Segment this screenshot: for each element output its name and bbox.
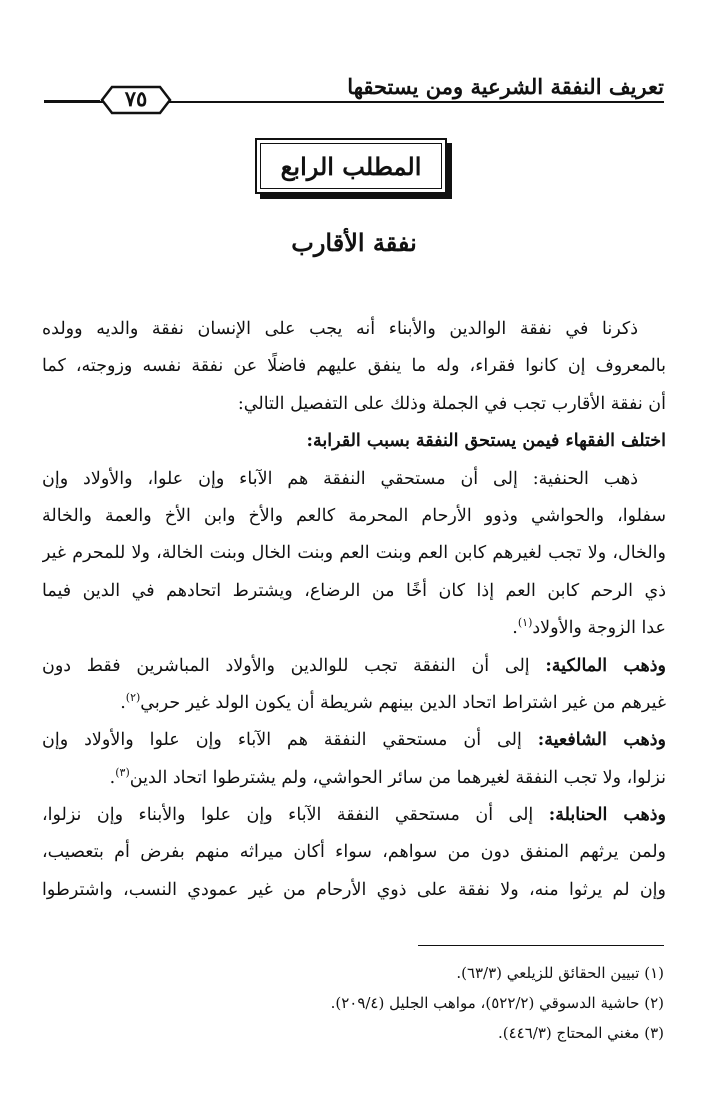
text-line — [42, 461, 666, 498]
page-number-badge — [100, 84, 172, 116]
text-line — [42, 423, 666, 460]
footnote-separator — [418, 945, 664, 946]
text-run: سفلوا، والحواشي وذوو الأرحام المحرمة كالعم والأخ وابن الأخ والعمة والخالة — [42, 505, 666, 526]
text-run: والخال، ولا تجب لغيرهم كابن العم وبنت العم وبنت الخال وبنت الخالة، ولا للمحرم غير — [42, 543, 666, 564]
text-run: غيرهم من غير اشتراط اتحاد الدين بينهم شريطة أن يكون الولد غير حربي — [140, 692, 666, 713]
text-line — [42, 648, 666, 685]
page-number: ٧٥ — [124, 86, 148, 111]
text-line — [42, 685, 666, 722]
body-text — [42, 311, 666, 909]
text-line — [42, 610, 666, 647]
bold-run: وذهب الحنابلة: — [548, 805, 666, 826]
text-run: إلى أن النفقة تجب للوالدين والأولاد المباشرين فقط دون — [42, 655, 546, 676]
text-run: ولمن يرثهم المنفق دون من سواهم، سواء أكان ميراثه منهم بفرض أم بتعصيب، — [42, 842, 666, 863]
text-run: ذي الرحم كابن العم إذا كان أخًا من الرضاع، ويشترط اتحادهم في الدين فيما — [42, 580, 666, 601]
running-header-title: تعريف النفقة الشرعية ومن يستحقها — [347, 74, 664, 99]
subheading: نفقة الأقارب — [291, 228, 417, 257]
footnote: (٣) مغني المحتاج (٤٤٦/٣). — [497, 1024, 664, 1042]
text-line — [42, 797, 666, 834]
footnote: (١) تبيين الحقائق للزيلعي (٦٣/٣). — [456, 964, 664, 982]
text-run: نزلوا، ولا تجب النفقة لغيرهما من سائر الحواشي، ولم يشترطوا اتحاد الدين — [129, 767, 666, 788]
text-run: ذهب الحنفية: إلى أن مستحقي النفقة هم الآباء وإن علوا، والأولاد وإن — [42, 468, 638, 489]
text-run: بالمعروف إن كانوا فقراء، وله ما ينفق عليهم فاضلًا عن نفقة نفسه وزوجته، كما — [42, 356, 666, 377]
text-line — [42, 386, 666, 423]
bold-run: اختلف الفقهاء فيمن يستحق النفقة بسبب القرابة: — [306, 431, 666, 452]
text-run: عدا الزوجة والأولاد — [532, 618, 666, 639]
text-run: أن نفقة الأقارب تجب في الجملة وذلك على التفصيل التالي: — [237, 393, 666, 414]
section-heading: المطلب الرابع — [280, 151, 422, 181]
bold-run: وذهب الشافعية: — [537, 730, 666, 751]
text-line — [42, 535, 666, 572]
text-run: إلى أن مستحقي النفقة هم الآباء وإن علوا والأولاد وإن — [42, 730, 538, 751]
text-line — [42, 498, 666, 535]
footnote-ref: (٣) — [115, 765, 130, 779]
text-run: . — [512, 618, 518, 639]
footnote-ref: (٢) — [125, 691, 141, 705]
text-line — [42, 760, 666, 797]
text-run: وإن لم يرثوا منه، ولا نفقة على ذوي الأرحام من غير عمودي النسب، واشترطوا — [42, 879, 666, 900]
footnote-ref: (١) — [517, 616, 533, 630]
text-line — [42, 573, 666, 610]
text-run: . — [109, 767, 116, 788]
section-heading-box — [255, 138, 447, 194]
text-line — [42, 872, 666, 909]
footnotes — [64, 958, 664, 1048]
text-run: . — [120, 692, 126, 713]
text-run: ذكرنا في نفقة الوالدين والأبناء أنه يجب على الإنسان نفقة والديه وولده — [42, 319, 638, 339]
text-line — [42, 722, 666, 759]
text-line — [42, 311, 666, 348]
text-run: إلى أن مستحقي النفقة الآباء وإن علوا والأبناء وإن نزلوا، — [42, 805, 549, 826]
page-number-rule — [44, 100, 100, 103]
text-line — [42, 348, 666, 385]
bold-run: وذهب المالكية: — [545, 655, 666, 676]
text-line — [42, 834, 666, 871]
footnote: (٢) حاشية الدسوقي (٥٢٢/٢)، مواهب الجليل (٢٠٩/٤). — [330, 994, 664, 1012]
